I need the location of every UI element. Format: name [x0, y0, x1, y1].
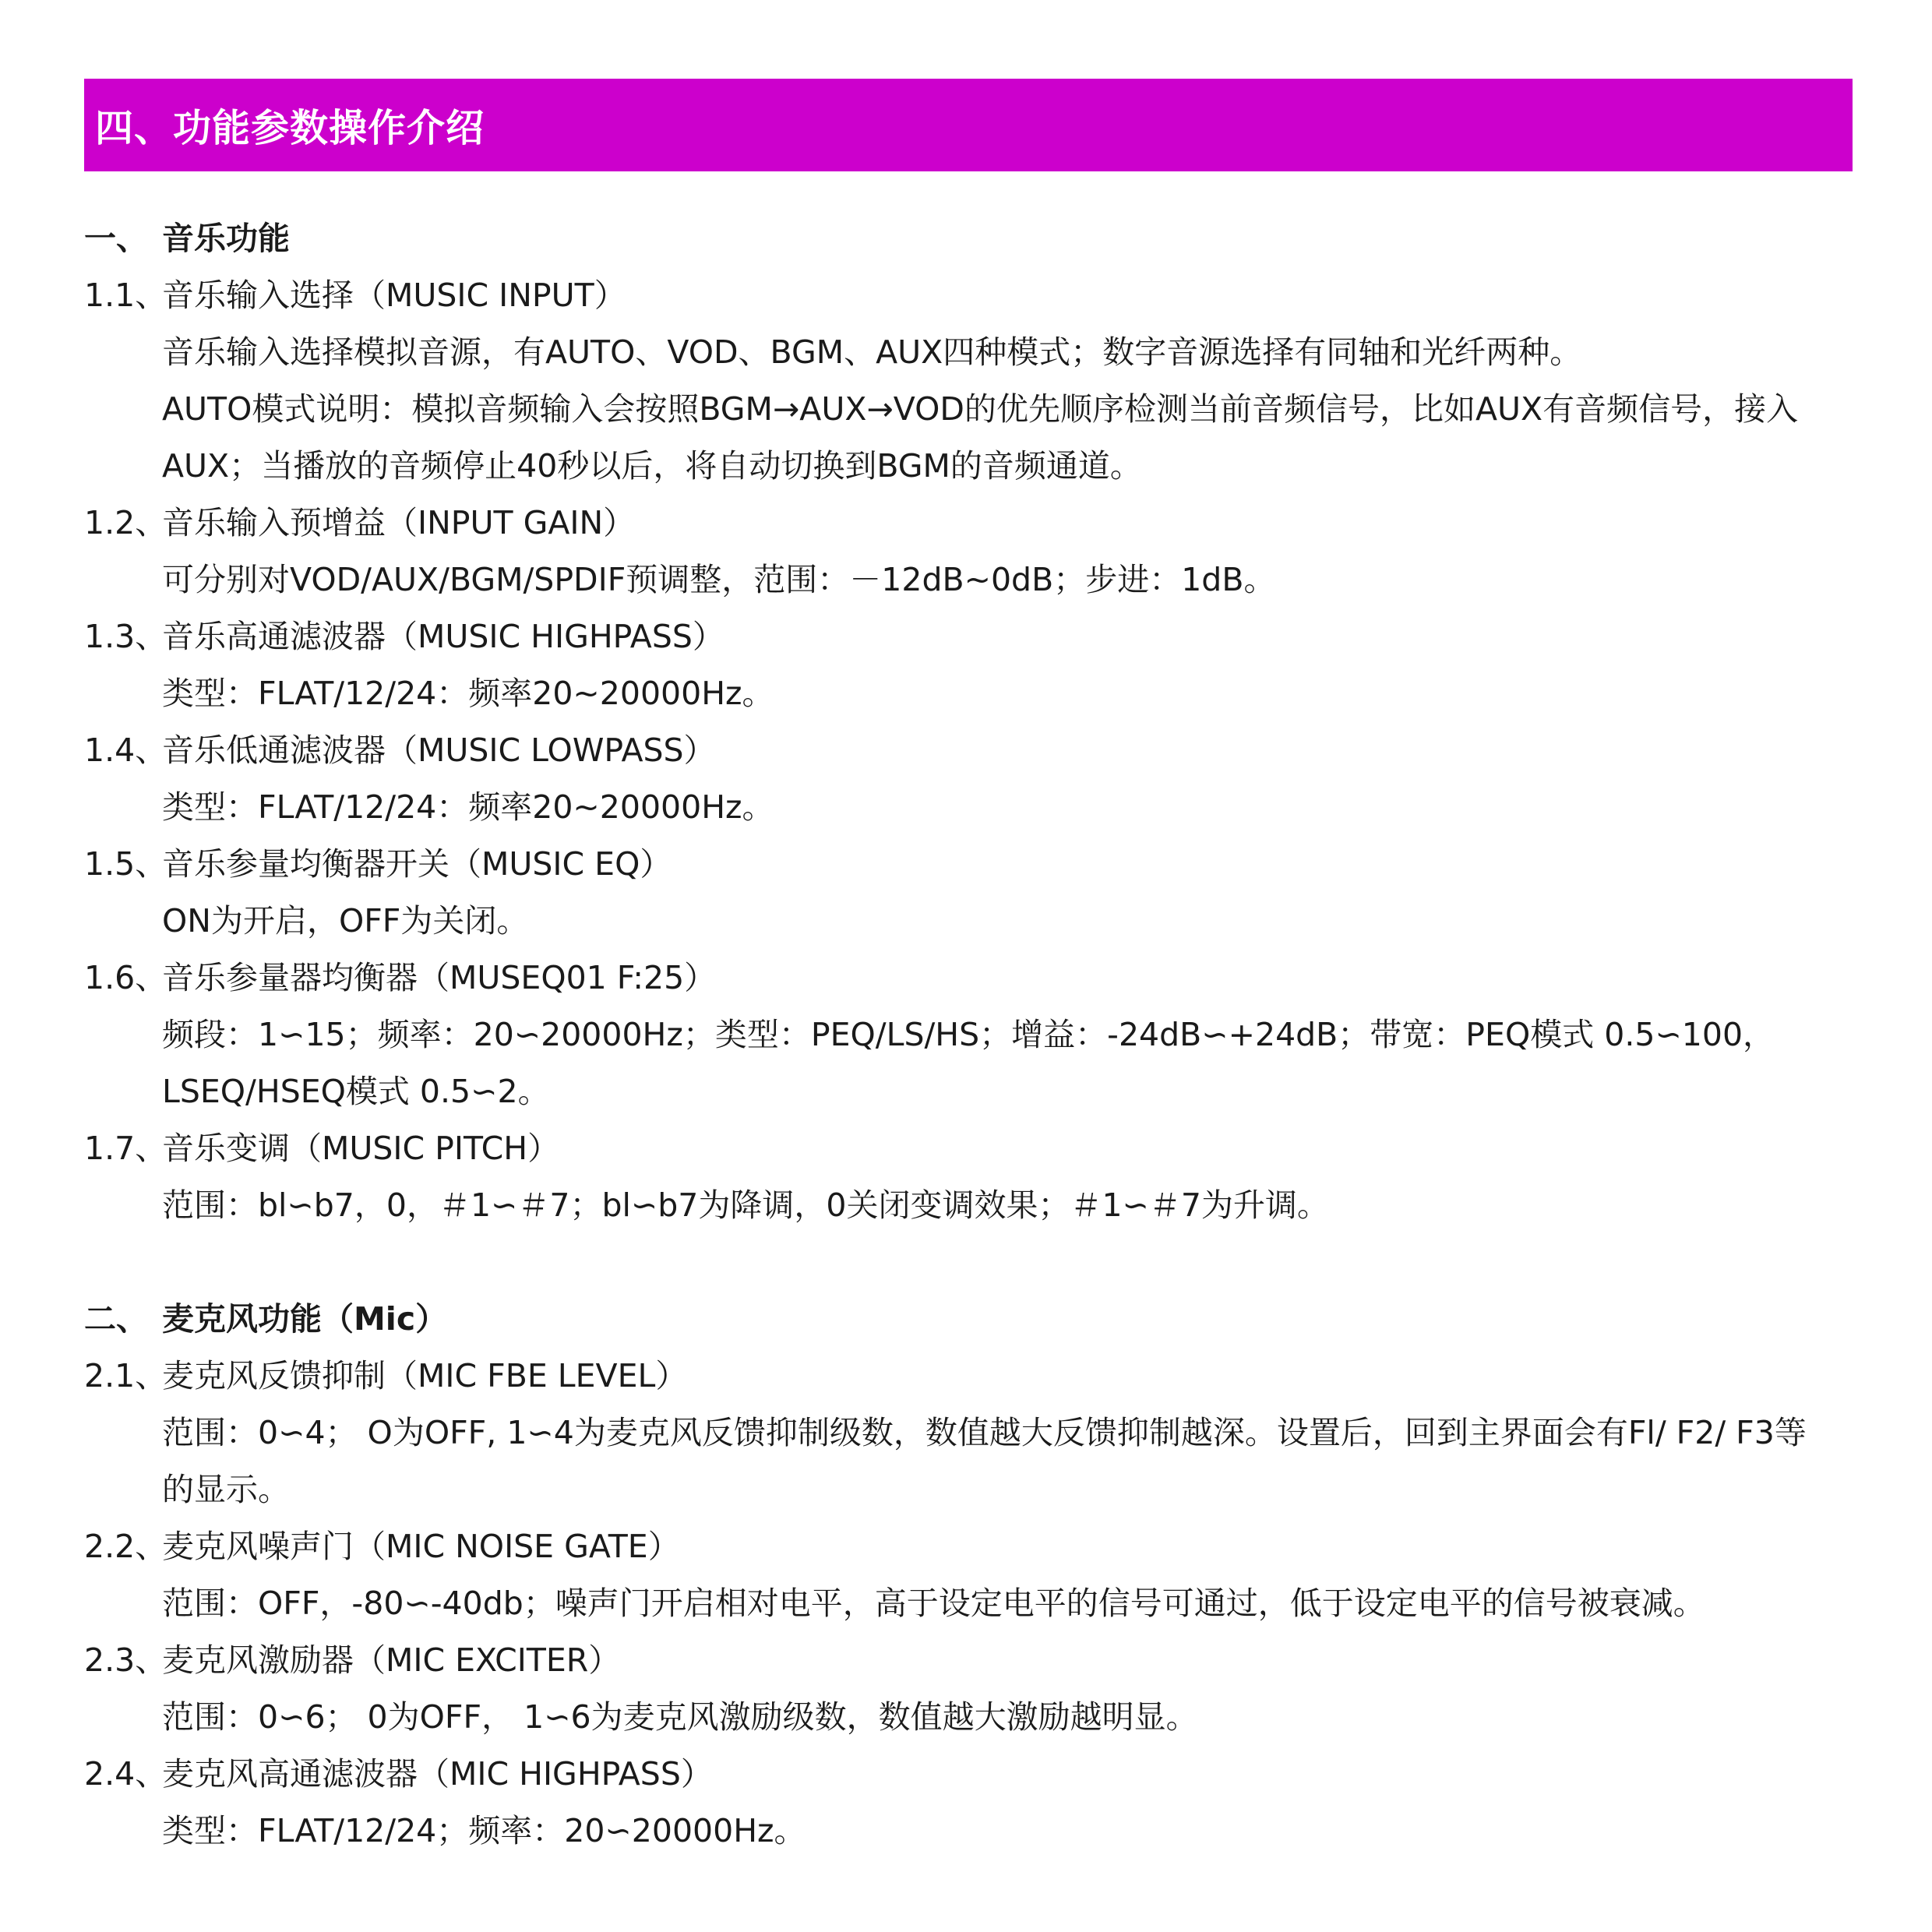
item-description: AUX；当播放的音频停止40秒以后，将自动切换到BGM的音频通道。	[162, 447, 1142, 485]
item-description: ON为开启，OFF为关闭。	[162, 902, 529, 940]
item-music-highpass	[84, 608, 1853, 722]
item-number: 1.5、	[84, 845, 167, 883]
item-number: 1.3、	[84, 618, 167, 655]
item-music-input	[84, 267, 1853, 495]
item-mic-exciter	[84, 1632, 1853, 1746]
section-banner	[84, 79, 1853, 171]
item-number: 2.1、	[84, 1357, 167, 1394]
section-number: 一、	[84, 220, 148, 257]
section-heading-music	[84, 210, 1853, 267]
item-description: 的显示。	[162, 1471, 290, 1508]
item-description: 类型：FLAT/12/24；频率：20∽20000Hz。	[162, 1812, 806, 1849]
item-description: 可分别对VOD/AUX/BGM/SPDIF预调整，范围：－12dB~0dB；步进：1dB。	[162, 561, 1276, 598]
item-number: 1.2、	[84, 504, 167, 541]
item-mic-fbe	[84, 1348, 1853, 1518]
item-description: 范围：0∽4； O为OFF, 1∽4为麦克风反馈抑制级数，数值越大反馈抑制越深。设置后，回到主界面会有Fl/ F2/ F3等	[162, 1414, 1807, 1451]
item-description: 类型：FLAT/12/24：频率20~20000Hz。	[162, 788, 774, 826]
item-title: 麦克风激励器（MIC EXCITER）	[162, 1641, 621, 1679]
item-description: LSEQ/HSEQ模式 0.5∽2。	[162, 1073, 550, 1110]
item-input-gain	[84, 495, 1853, 608]
item-music-eq	[84, 836, 1853, 950]
item-number: 1.4、	[84, 732, 167, 769]
item-description: 范围：bl∽b7，0，＃1∽＃7；bl∽b7为降调，0关闭变调效果；＃1∽＃7为升调。	[162, 1186, 1329, 1224]
item-description: 音乐输入选择模拟音源，有AUTO、VOD、BGM、AUX四种模式；数字音源选择有同轴和光纤两种。	[162, 333, 1582, 371]
item-description: 范围：OFF，-80∽-40db；噪声门开启相对电平，高于设定电平的信号可通过，低于设定电平的信号被衰减。	[162, 1585, 1705, 1622]
section-heading-mic	[84, 1291, 1853, 1348]
item-title: 麦克风高通滤波器（MIC HIGHPASS）	[162, 1755, 713, 1793]
section-title: 音乐功能	[162, 220, 290, 257]
item-title: 音乐低通滤波器（MUSIC LOWPASS）	[162, 732, 716, 769]
page-title: 四、功能参数操作介绍	[95, 105, 485, 150]
item-title: 麦克风反馈抑制（MIC FBE LEVEL）	[162, 1357, 688, 1394]
item-number: 1.7、	[84, 1130, 167, 1167]
item-title: 音乐输入预增益（INPUT GAIN）	[162, 504, 636, 541]
item-number: 2.4、	[84, 1755, 167, 1793]
item-museq	[84, 950, 1853, 1120]
section-title: 麦克风功能（Mic）	[162, 1300, 448, 1338]
item-description: AUTO模式说明：模拟音频输入会按照BGM→AUX→VOD的优先顺序检测当前音频信号，比如AUX有音频信号，接入	[162, 390, 1799, 428]
item-title: 音乐变调（MUSIC PITCH）	[162, 1130, 560, 1167]
item-description: 频段：1∽15；频率：20∽20000Hz；类型：PEQ/LS/HS；增益：-24dB∽+24dB；带宽：PEQ模式 0.5∽100，	[162, 1016, 1775, 1053]
item-music-lowpass	[84, 722, 1853, 836]
item-title: 音乐参量均衡器开关（MUSIC EQ）	[162, 845, 672, 883]
item-number: 1.1、	[84, 277, 167, 314]
item-title: 麦克风噪声门（MIC NOISE GATE）	[162, 1528, 680, 1565]
item-description: 范围：0∽6； 0为OFF， 1∽6为麦克风激励级数，数值越大激励越明显。	[162, 1698, 1198, 1736]
section-spacer	[84, 1234, 1853, 1291]
item-music-pitch	[84, 1120, 1853, 1234]
item-description: 类型：FLAT/12/24：频率20~20000Hz。	[162, 675, 774, 712]
document-body	[84, 210, 1853, 1860]
item-title: 音乐高通滤波器（MUSIC HIGHPASS）	[162, 618, 724, 655]
item-mic-noise-gate	[84, 1518, 1853, 1632]
item-number: 2.2、	[84, 1528, 167, 1565]
item-number: 1.6、	[84, 959, 167, 996]
item-title: 音乐输入选择（MUSIC INPUT）	[162, 277, 626, 314]
item-title: 音乐参量器均衡器（MUSEQ01 F:25）	[162, 959, 717, 996]
item-mic-highpass	[84, 1746, 1853, 1860]
section-number: 二、	[84, 1300, 148, 1338]
item-number: 2.3、	[84, 1641, 167, 1679]
